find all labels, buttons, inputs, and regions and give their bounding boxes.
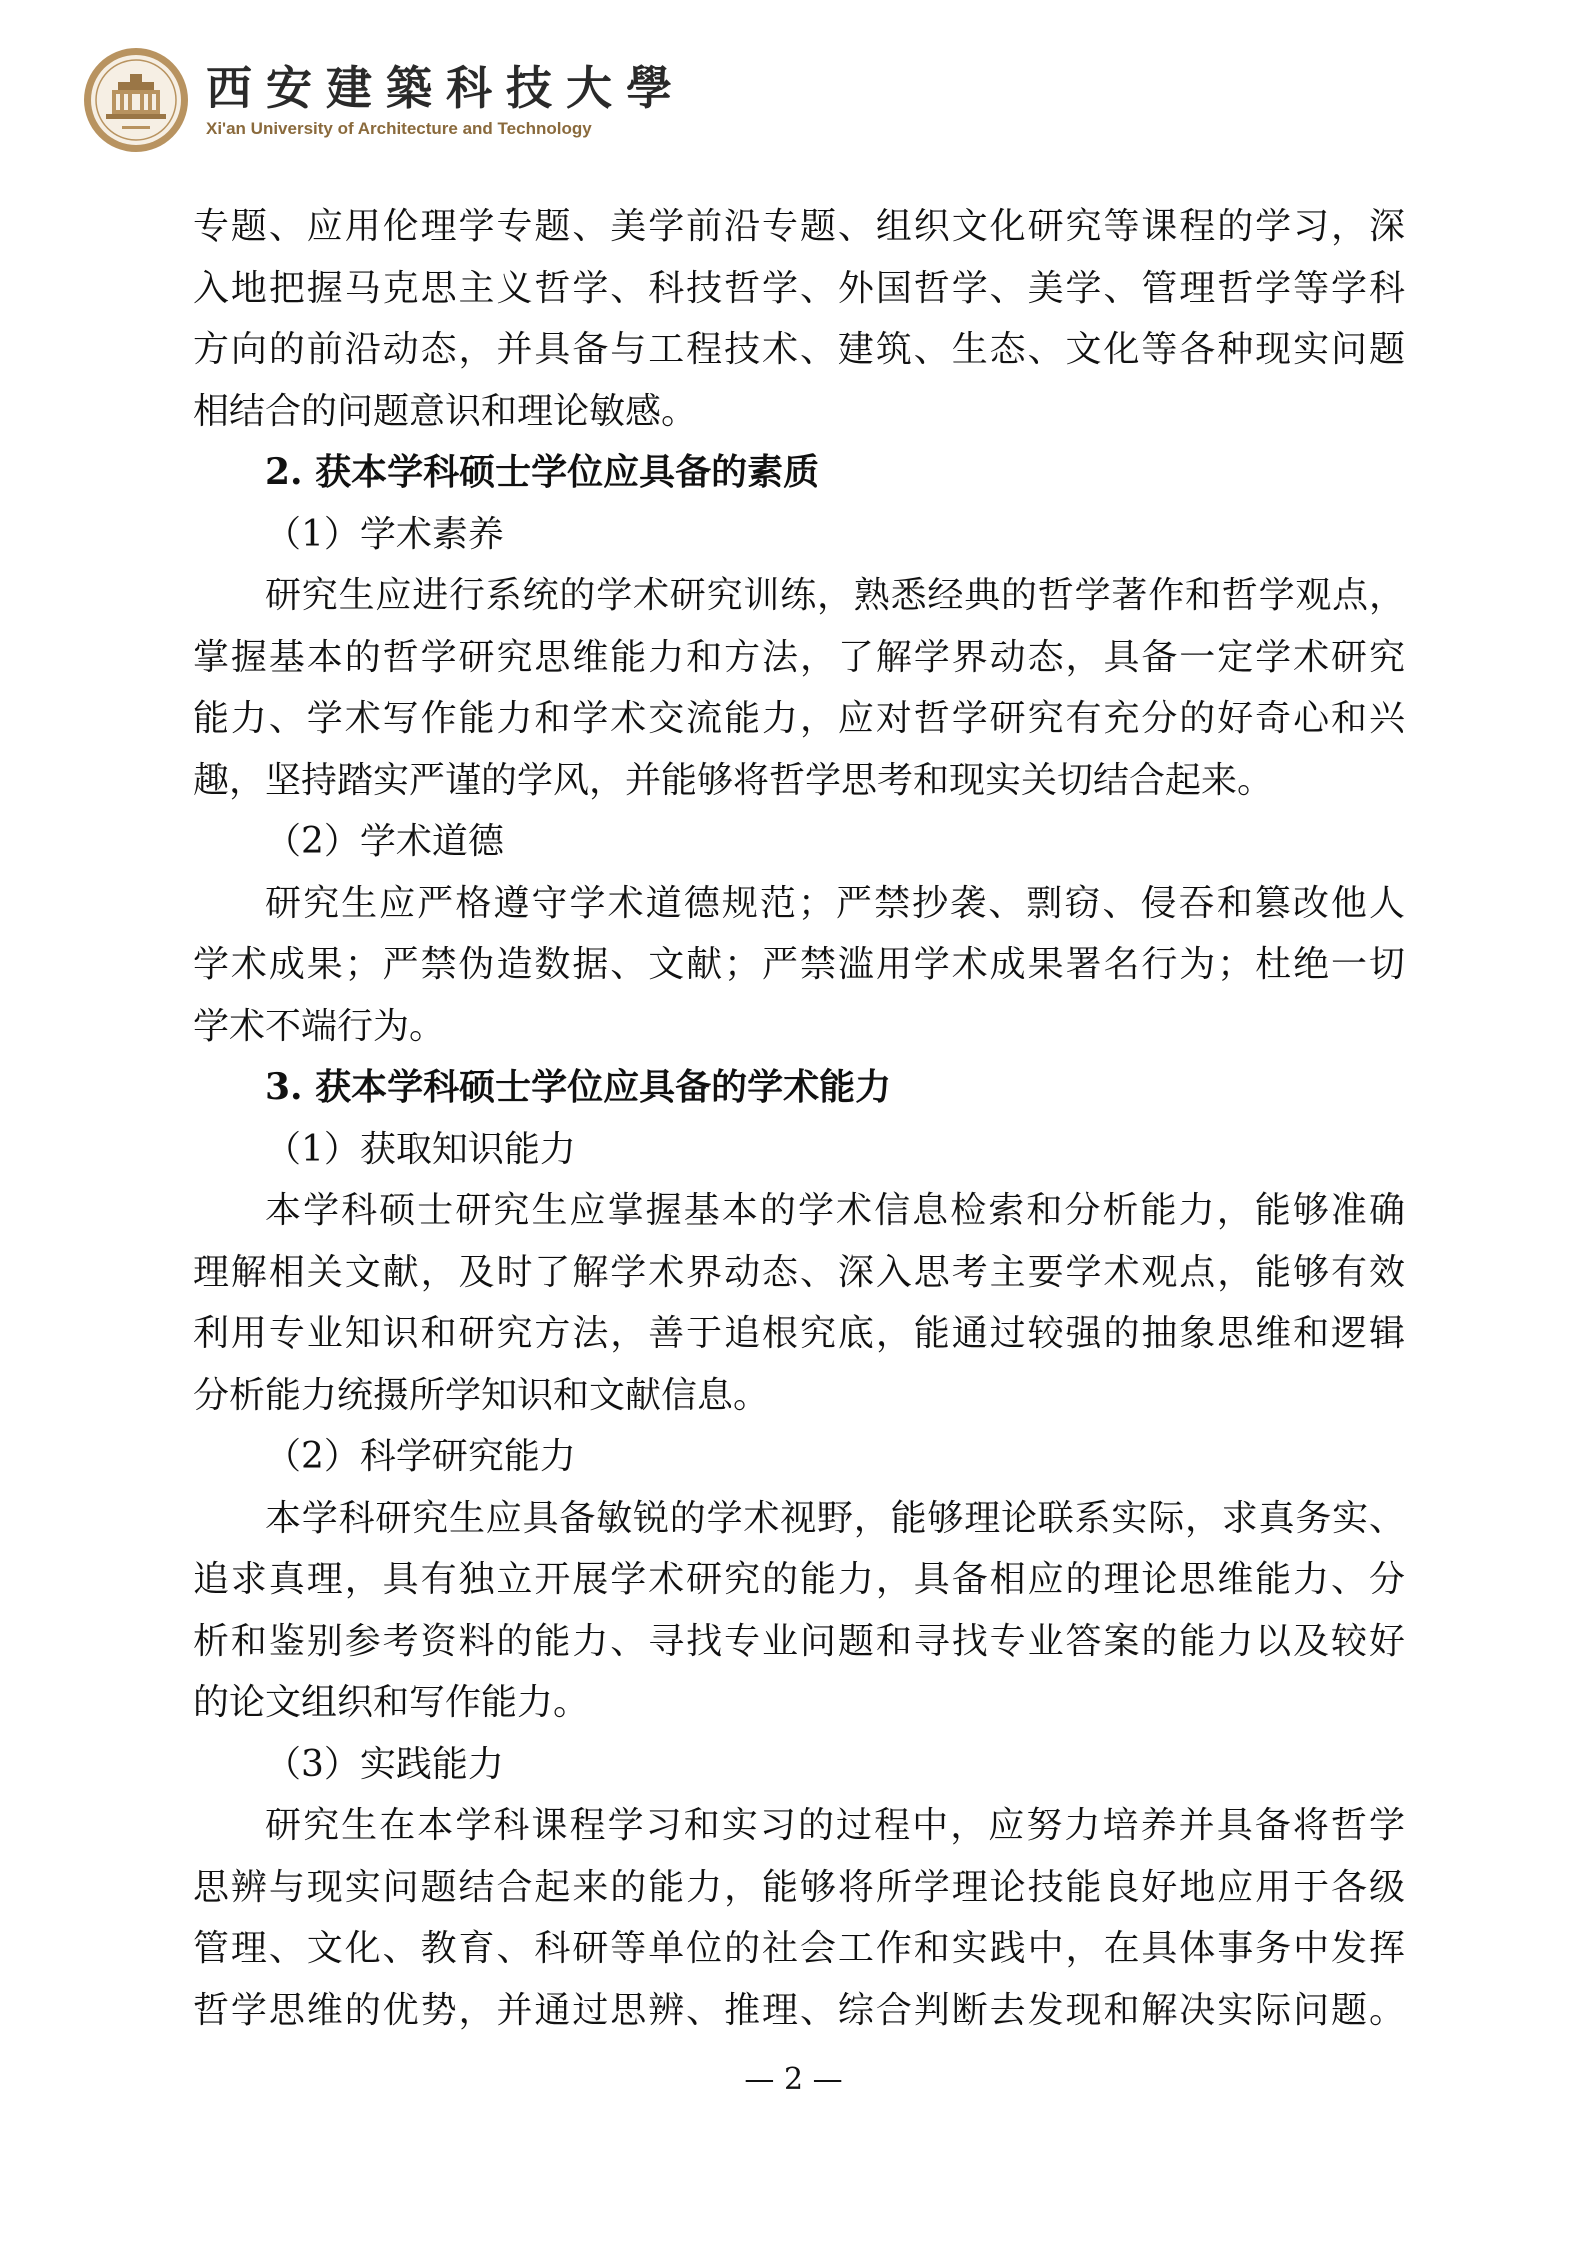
text-line: 学术不端行为。 <box>193 1005 446 1047</box>
text-line: 分析能力统摄所学知识和文献信息。 <box>193 1374 770 1416</box>
document-body <box>193 196 1405 2041</box>
text-line: 管理、文化、教育、科研等单位的社会工作和实践中，在具体事务中发挥 <box>193 1928 1405 1969</box>
text-line: 理解相关文献，及时了解学术界动态、深入思考主要学术观点，能够有效 <box>193 1251 1405 1293</box>
subsection-heading: （1）学术素养 <box>265 513 504 555</box>
text-line: 趣，坚持踏实严谨的学风，并能够将哲学思考和现实关切结合起来。 <box>193 759 1274 801</box>
university-logo-icon <box>82 46 190 154</box>
page-header <box>82 40 686 160</box>
text-line: 本学科硕士研究生应掌握基本的学术信息检索和分析能力，能够准确 <box>265 1190 1405 1231</box>
text-line: 追求真理，具有独立开展学术研究的能力，具备相应的理论思维能力、分 <box>193 1559 1405 1600</box>
text-line: 析和鉴别参考资料的能力、寻找专业问题和寻找专业答案的能力以及较好 <box>193 1620 1405 1662</box>
section-heading: 3. 获本学科硕士学位应具备的学术能力 <box>265 1066 892 1108</box>
text-line: 专题、应用伦理学专题、美学前沿专题、组织文化研究等课程的学习，深 <box>193 206 1405 247</box>
text-line: 本学科研究生应具备敏锐的学术视野，能够理论联系实际，求真务实、 <box>265 1497 1405 1539</box>
subsection-heading: （2）科学研究能力 <box>265 1436 576 1477</box>
school-name <box>206 60 686 140</box>
text-line: 方向的前沿动态，并具备与工程技术、建筑、生态、文化等各种现实问题 <box>193 329 1405 370</box>
text-line: 能力、学术写作能力和学术交流能力，应对哲学研究有充分的好奇心和兴 <box>193 698 1405 739</box>
text-line: 掌握基本的哲学研究思维能力和方法，了解学界动态，具备一定学术研究 <box>193 636 1405 678</box>
text-line: 思辨与现实问题结合起来的能力，能够将所学理论技能良好地应用于各级 <box>193 1866 1405 1908</box>
subsection-heading: （3）实践能力 <box>265 1743 504 1785</box>
text-line: 学术成果；严禁伪造数据、文献；严禁滥用学术成果署名行为；杜绝一切 <box>193 944 1405 985</box>
school-name-english: Xi'an University of Architecture and Technology <box>206 119 592 138</box>
subsection-heading: （2）学术道德 <box>265 821 504 862</box>
text-line: 研究生应严格遵守学术道德规范；严禁抄袭、剽窃、侵吞和篡改他人 <box>265 882 1405 924</box>
text-line: 研究生应进行系统的学术研究训练，熟悉经典的哲学著作和哲学观点， <box>265 575 1405 616</box>
subsection-heading: （1）获取知识能力 <box>265 1128 576 1170</box>
text-line: 利用专业知识和研究方法，善于追根究底，能通过较强的抽象思维和逻辑 <box>193 1313 1405 1354</box>
text-line: 相结合的问题意识和理论敏感。 <box>193 390 698 432</box>
text-line: 哲学思维的优势，并通过思辨、推理、综合判断去发现和解决实际问题。 <box>193 1989 1405 2031</box>
page-number: — 2 — <box>744 2062 843 2097</box>
text-line: 的论文组织和写作能力。 <box>193 1682 590 1723</box>
section-heading: 2. 获本学科硕士学位应具备的素质 <box>265 451 820 493</box>
text-line: 研究生在本学科课程学习和实习的过程中，应努力培养并具备将哲学 <box>265 1805 1405 1846</box>
text-line: 入地把握马克思主义哲学、科技哲学、外国哲学、美学、管理哲学等学科 <box>193 267 1405 309</box>
school-name-chinese: 西安建築科技大學 <box>206 61 686 115</box>
